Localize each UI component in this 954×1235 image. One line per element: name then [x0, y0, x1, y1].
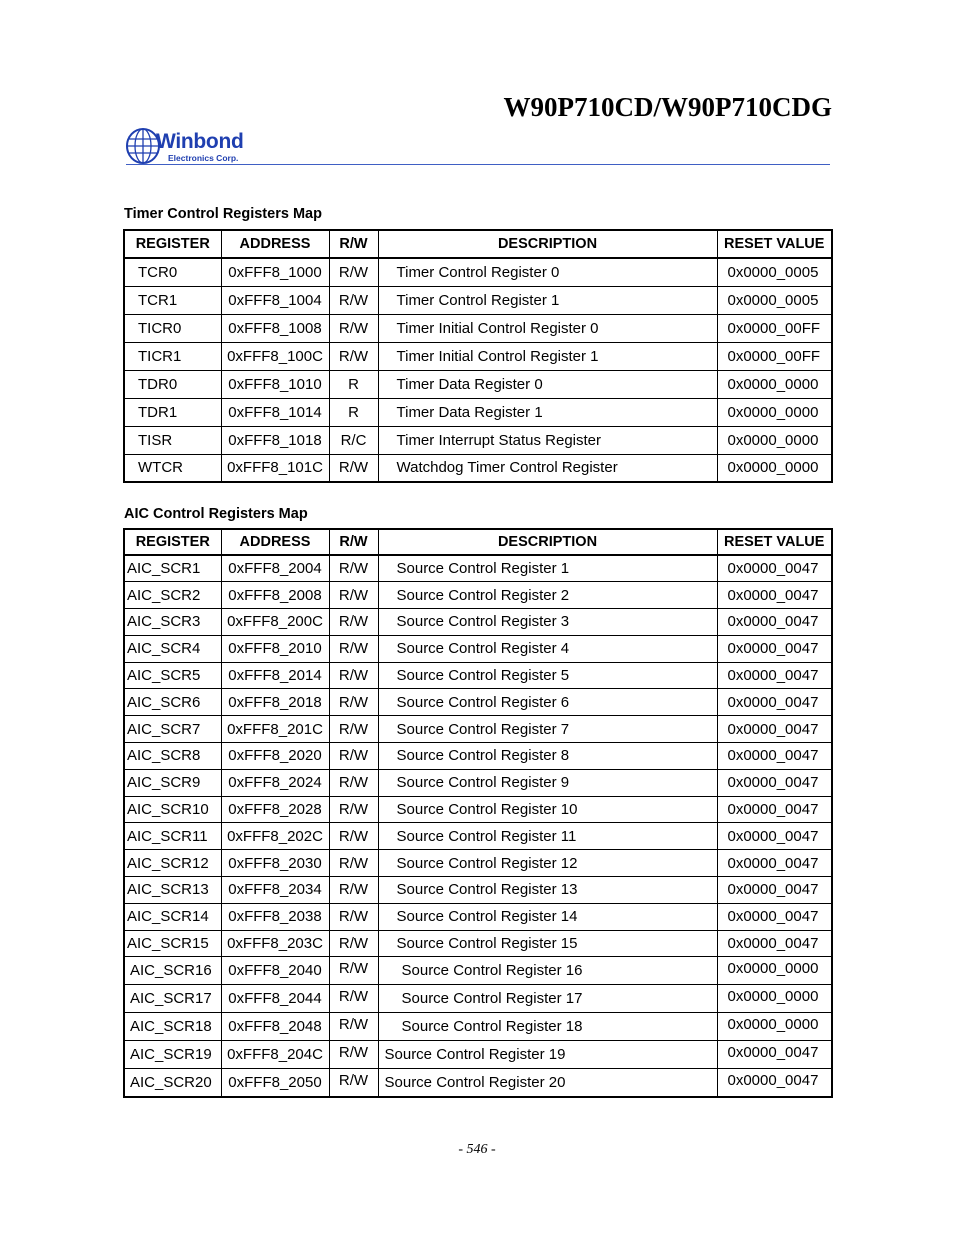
reset-value-cell: 0x0000_0047 — [717, 903, 832, 930]
rw-cell: R/W — [329, 286, 378, 314]
table-row — [124, 286, 832, 314]
table-row — [124, 689, 832, 716]
register-cell: TISR — [124, 426, 221, 454]
description-cell: Source Control Register 17 — [378, 985, 717, 1013]
register-cell: AIC_SCR10 — [124, 796, 221, 823]
register-cell: AIC_SCR14 — [124, 903, 221, 930]
address-cell: 0xFFF8_200C — [221, 609, 329, 636]
table-row — [124, 635, 832, 662]
address-cell: 0xFFF8_2028 — [221, 796, 329, 823]
rw-cell: R/W — [329, 903, 378, 930]
address-cell: 0xFFF8_201C — [221, 716, 329, 743]
register-cell: AIC_SCR2 — [124, 582, 221, 609]
register-cell: AIC_SCR5 — [124, 662, 221, 689]
logo-wordmark: Winbond — [156, 130, 244, 153]
rw-cell: R/W — [329, 877, 378, 904]
reset-value-cell: 0x0000_0047 — [717, 930, 832, 957]
reset-value-cell: 0x0000_0047 — [717, 877, 832, 904]
reset-value-cell: 0x0000_00FF — [717, 342, 832, 370]
table-row — [124, 930, 832, 957]
rw-cell: R/W — [329, 555, 378, 582]
table-row — [124, 957, 832, 985]
description-cell: Source Control Register 8 — [378, 743, 717, 770]
rw-cell: R/W — [329, 930, 378, 957]
register-cell: TCR0 — [124, 258, 221, 286]
register-cell: AIC_SCR9 — [124, 769, 221, 796]
register-cell: TCR1 — [124, 286, 221, 314]
column-header-address: ADDRESS — [221, 230, 329, 258]
timer-section-title: Timer Control Registers Map — [124, 206, 322, 222]
register-cell: AIC_SCR18 — [124, 1013, 221, 1041]
table-row — [124, 370, 832, 398]
register-cell: TICR0 — [124, 314, 221, 342]
address-cell: 0xFFF8_203C — [221, 930, 329, 957]
address-cell: 0xFFF8_202C — [221, 823, 329, 850]
register-cell: AIC_SCR4 — [124, 635, 221, 662]
register-cell: WTCR — [124, 454, 221, 482]
rw-cell: R — [329, 370, 378, 398]
register-cell: AIC_SCR12 — [124, 850, 221, 877]
register-cell: AIC_SCR8 — [124, 743, 221, 770]
description-cell: Source Control Register 20 — [378, 1069, 717, 1097]
rw-cell: R/W — [329, 769, 378, 796]
description-cell: Source Control Register 18 — [378, 1013, 717, 1041]
address-cell: 0xFFF8_1014 — [221, 398, 329, 426]
address-cell: 0xFFF8_2038 — [221, 903, 329, 930]
reset-value-cell: 0x0000_0047 — [717, 823, 832, 850]
description-cell: Timer Control Register 0 — [378, 258, 717, 286]
address-cell: 0xFFF8_2048 — [221, 1013, 329, 1041]
address-cell: 0xFFF8_2018 — [221, 689, 329, 716]
reset-value-cell: 0x0000_0047 — [717, 743, 832, 770]
reset-value-cell: 0x0000_0047 — [717, 635, 832, 662]
rw-cell: R/W — [329, 635, 378, 662]
rw-cell: R/W — [329, 314, 378, 342]
table-row — [124, 716, 832, 743]
description-cell: Source Control Register 1 — [378, 555, 717, 582]
timer-registers-table — [123, 229, 833, 483]
address-cell: 0xFFF8_1004 — [221, 286, 329, 314]
reset-value-cell: 0x0000_0000 — [717, 454, 832, 482]
rw-cell: R/W — [329, 258, 378, 286]
column-header-register: REGISTER — [124, 230, 221, 258]
rw-cell: R/W — [329, 454, 378, 482]
table-row — [124, 823, 832, 850]
table-row — [124, 258, 832, 286]
register-cell: AIC_SCR19 — [124, 1041, 221, 1069]
description-cell: Source Control Register 5 — [378, 662, 717, 689]
table-header-row — [124, 230, 832, 258]
column-header-address: ADDRESS — [221, 529, 329, 555]
description-cell: Source Control Register 2 — [378, 582, 717, 609]
table-row — [124, 985, 832, 1013]
description-cell: Source Control Register 15 — [378, 930, 717, 957]
description-cell: Source Control Register 10 — [378, 796, 717, 823]
table-row — [124, 1013, 832, 1041]
table-row — [124, 850, 832, 877]
description-cell: Timer Initial Control Register 0 — [378, 314, 717, 342]
address-cell: 0xFFF8_1008 — [221, 314, 329, 342]
table-row — [124, 796, 832, 823]
rw-cell: R — [329, 398, 378, 426]
table-row — [124, 555, 832, 582]
document-title: W90P710CD/W90P710CDG — [503, 92, 832, 122]
description-cell: Source Control Register 3 — [378, 609, 717, 636]
reset-value-cell: 0x0000_0000 — [717, 398, 832, 426]
column-header-rw: R/W — [329, 230, 378, 258]
register-cell: AIC_SCR7 — [124, 716, 221, 743]
rw-cell: R/C — [329, 426, 378, 454]
address-cell: 0xFFF8_101C — [221, 454, 329, 482]
table-row — [124, 426, 832, 454]
logo-subtitle: Electronics Corp. — [168, 153, 239, 163]
reset-value-cell: 0x0000_0047 — [717, 769, 832, 796]
register-cell: AIC_SCR6 — [124, 689, 221, 716]
register-cell: AIC_SCR13 — [124, 877, 221, 904]
register-cell: AIC_SCR11 — [124, 823, 221, 850]
address-cell: 0xFFF8_100C — [221, 342, 329, 370]
address-cell: 0xFFF8_2040 — [221, 957, 329, 985]
address-cell: 0xFFF8_2044 — [221, 985, 329, 1013]
address-cell: 0xFFF8_1010 — [221, 370, 329, 398]
header-rule — [126, 164, 830, 165]
winbond-logo — [126, 126, 266, 166]
table-row — [124, 342, 832, 370]
reset-value-cell: 0x0000_0047 — [717, 609, 832, 636]
reset-value-cell: 0x0000_0047 — [717, 716, 832, 743]
register-cell: AIC_SCR16 — [124, 957, 221, 985]
reset-value-cell: 0x0000_0047 — [717, 1069, 832, 1097]
reset-value-cell: 0x0000_0047 — [717, 850, 832, 877]
reset-value-cell: 0x0000_0000 — [717, 957, 832, 985]
rw-cell: R/W — [329, 1013, 378, 1041]
address-cell: 0xFFF8_2008 — [221, 582, 329, 609]
table-header-row — [124, 529, 832, 555]
description-cell: Source Control Register 12 — [378, 850, 717, 877]
description-cell: Source Control Register 19 — [378, 1041, 717, 1069]
register-cell: TDR0 — [124, 370, 221, 398]
rw-cell: R/W — [329, 342, 378, 370]
description-cell: Watchdog Timer Control Register — [378, 454, 717, 482]
column-header-reset-value: RESET VALUE — [717, 230, 832, 258]
aic-section-title: AIC Control Registers Map — [124, 506, 308, 522]
reset-value-cell: 0x0000_0000 — [717, 426, 832, 454]
register-cell: TDR1 — [124, 398, 221, 426]
reset-value-cell: 0x0000_0000 — [717, 1013, 832, 1041]
page-number: - 546 - — [458, 1142, 496, 1157]
table-row — [124, 582, 832, 609]
rw-cell: R/W — [329, 662, 378, 689]
address-cell: 0xFFF8_2034 — [221, 877, 329, 904]
description-cell: Timer Control Register 1 — [378, 286, 717, 314]
rw-cell: R/W — [329, 582, 378, 609]
rw-cell: R/W — [329, 850, 378, 877]
column-header-rw: R/W — [329, 529, 378, 555]
address-cell: 0xFFF8_1000 — [221, 258, 329, 286]
description-cell: Source Control Register 11 — [378, 823, 717, 850]
description-cell: Timer Data Register 1 — [378, 398, 717, 426]
description-cell: Timer Interrupt Status Register — [378, 426, 717, 454]
table-row — [124, 609, 832, 636]
reset-value-cell: 0x0000_00FF — [717, 314, 832, 342]
column-header-register: REGISTER — [124, 529, 221, 555]
rw-cell: R/W — [329, 823, 378, 850]
address-cell: 0xFFF8_204C — [221, 1041, 329, 1069]
table-row — [124, 1069, 832, 1097]
aic-registers-table — [123, 528, 833, 1098]
description-cell: Source Control Register 9 — [378, 769, 717, 796]
address-cell: 0xFFF8_2030 — [221, 850, 329, 877]
table-row — [124, 662, 832, 689]
description-cell: Source Control Register 14 — [378, 903, 717, 930]
address-cell: 0xFFF8_2010 — [221, 635, 329, 662]
register-cell: AIC_SCR1 — [124, 555, 221, 582]
description-cell: Timer Data Register 0 — [378, 370, 717, 398]
address-cell: 0xFFF8_2014 — [221, 662, 329, 689]
table-row — [124, 903, 832, 930]
reset-value-cell: 0x0000_0000 — [717, 370, 832, 398]
address-cell: 0xFFF8_2024 — [221, 769, 329, 796]
rw-cell: R/W — [329, 716, 378, 743]
reset-value-cell: 0x0000_0047 — [717, 582, 832, 609]
reset-value-cell: 0x0000_0000 — [717, 985, 832, 1013]
rw-cell: R/W — [329, 689, 378, 716]
register-cell: AIC_SCR20 — [124, 1069, 221, 1097]
description-cell: Timer Initial Control Register 1 — [378, 342, 717, 370]
reset-value-cell: 0x0000_0047 — [717, 555, 832, 582]
rw-cell: R/W — [329, 609, 378, 636]
reset-value-cell: 0x0000_0005 — [717, 258, 832, 286]
address-cell: 0xFFF8_1018 — [221, 426, 329, 454]
register-cell: TICR1 — [124, 342, 221, 370]
table-row — [124, 1041, 832, 1069]
rw-cell: R/W — [329, 743, 378, 770]
rw-cell: R/W — [329, 985, 378, 1013]
description-cell: Source Control Register 7 — [378, 716, 717, 743]
rw-cell: R/W — [329, 796, 378, 823]
table-row — [124, 398, 832, 426]
description-cell: Source Control Register 13 — [378, 877, 717, 904]
table-row — [124, 877, 832, 904]
address-cell: 0xFFF8_2020 — [221, 743, 329, 770]
register-cell: AIC_SCR17 — [124, 985, 221, 1013]
rw-cell: R/W — [329, 1041, 378, 1069]
table-row — [124, 743, 832, 770]
table-row — [124, 314, 832, 342]
address-cell: 0xFFF8_2050 — [221, 1069, 329, 1097]
table-row — [124, 454, 832, 482]
reset-value-cell: 0x0000_0047 — [717, 796, 832, 823]
reset-value-cell: 0x0000_0005 — [717, 286, 832, 314]
register-cell: AIC_SCR3 — [124, 609, 221, 636]
rw-cell: R/W — [329, 1069, 378, 1097]
description-cell: Source Control Register 6 — [378, 689, 717, 716]
column-header-description: DESCRIPTION — [378, 529, 717, 555]
address-cell: 0xFFF8_2004 — [221, 555, 329, 582]
column-header-description: DESCRIPTION — [378, 230, 717, 258]
reset-value-cell: 0x0000_0047 — [717, 1041, 832, 1069]
register-cell: AIC_SCR15 — [124, 930, 221, 957]
reset-value-cell: 0x0000_0047 — [717, 689, 832, 716]
rw-cell: R/W — [329, 957, 378, 985]
description-cell: Source Control Register 4 — [378, 635, 717, 662]
reset-value-cell: 0x0000_0047 — [717, 662, 832, 689]
description-cell: Source Control Register 16 — [378, 957, 717, 985]
table-row — [124, 769, 832, 796]
column-header-reset-value: RESET VALUE — [717, 529, 832, 555]
